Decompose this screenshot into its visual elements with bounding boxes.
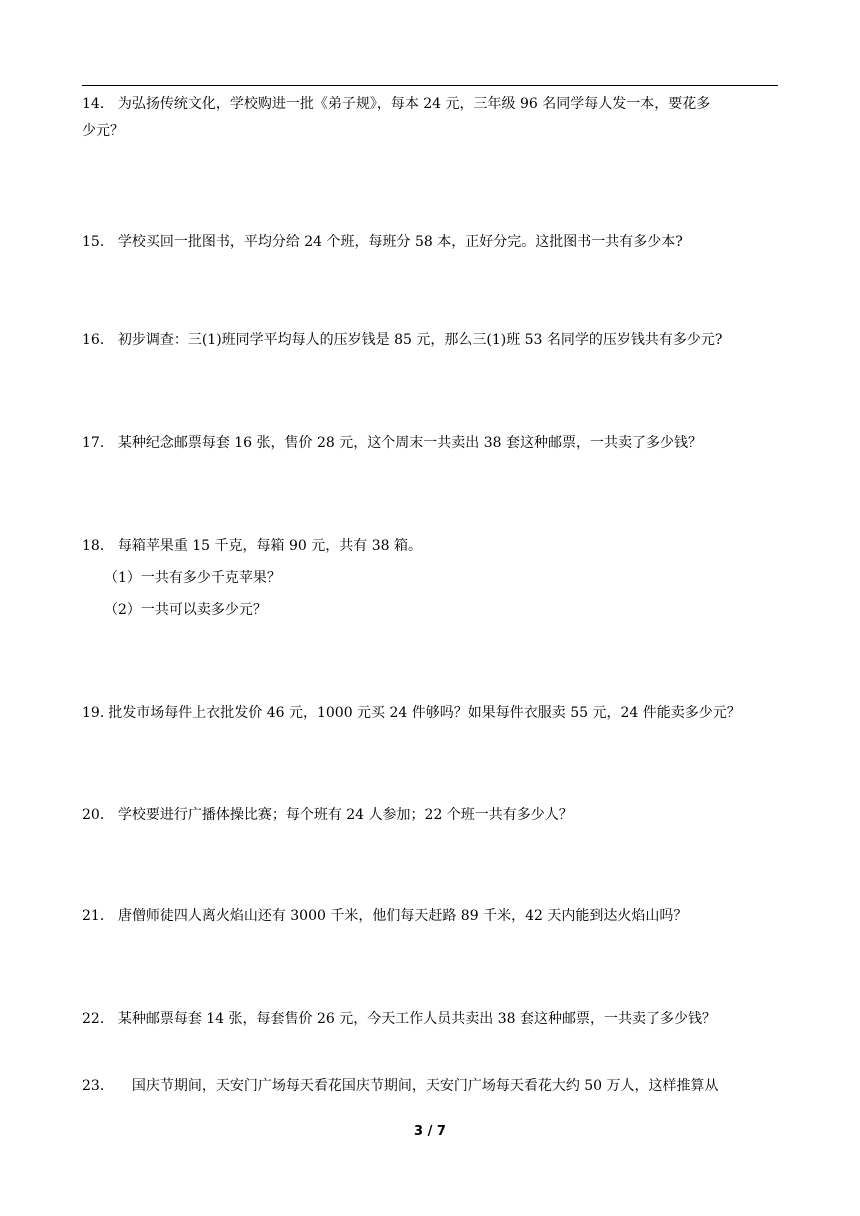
question-16 (82, 330, 782, 350)
question-23 (82, 1076, 782, 1096)
question-20 (82, 805, 782, 825)
question-text: 某种纪念邮票每套 16 张，售价 28 元，这个周末一共卖出 38 套这种邮票，一共卖了多少钱？ (117, 435, 702, 451)
question-text: 学校买回一批图书，平均分给 24 个班，每班分 58 本，正好分完。这批图书一共有多少本? (117, 234, 683, 250)
question-number: 15． (82, 234, 114, 250)
question-number: 16． (82, 332, 114, 348)
sub-question-1: （1）一共有多少千克苹果？ (104, 570, 281, 586)
question-text-continued: 少元？ (82, 123, 124, 139)
question-15 (82, 232, 782, 252)
question-text: 唐僧师徒四人离火焰山还有 3000 千米，他们每天赶路 89 千米，42 天内能到达火焰山吗？ (117, 908, 688, 924)
question-text: 某种邮票每套 14 张，每套售价 26 元，今天工作人员共卖出 38 套这种邮票，一共卖了多少钱？ (117, 1011, 716, 1027)
question-number: 20． (82, 807, 114, 823)
question-text: 为弘扬传统文化，学校购进一批《弟子规》，每本 24 元，三年级 96 名同学每人发一本，要花多 (117, 96, 711, 112)
question-number: 18． (82, 538, 114, 554)
header-rule (82, 85, 778, 86)
question-17 (82, 433, 782, 453)
question-text: 国庆节期间，天安门广场每天看花国庆节期间，天安门广场每天看花大约 50 万人，这样推算从 (131, 1078, 719, 1094)
question-text: 初步调查：三(1)班同学平均每人的压岁钱是 85 元，那么三(1)班 53 名同学的压岁钱共有多少元? (117, 332, 723, 348)
sub-question-2: （2）一共可以卖多少元？ (104, 602, 267, 618)
question-number: 19. (82, 705, 105, 721)
page-number: 3 / 7 (414, 1124, 446, 1139)
question-text: 每箱苹果重 15 千克，每箱 90 元，共有 38 箱。 (117, 538, 422, 554)
question-14 (82, 94, 782, 139)
question-18 (82, 536, 782, 556)
question-number: 23． (82, 1078, 114, 1094)
question-19 (82, 703, 782, 723)
question-text: 批发市场每件上衣批发价 46 元，1000 元买 24 件够吗？如果每件衣服卖 55 元，24 件能卖多少元？ (108, 705, 741, 721)
question-22 (82, 1009, 782, 1029)
question-number: 22． (82, 1011, 114, 1027)
question-21 (82, 906, 782, 926)
question-number: 14． (82, 96, 114, 112)
question-text: 学校要进行广播体操比赛；每个班有 24 人参加；22 个班一共有多少人？ (117, 807, 573, 823)
question-number: 21． (82, 908, 114, 924)
question-number: 17． (82, 435, 114, 451)
